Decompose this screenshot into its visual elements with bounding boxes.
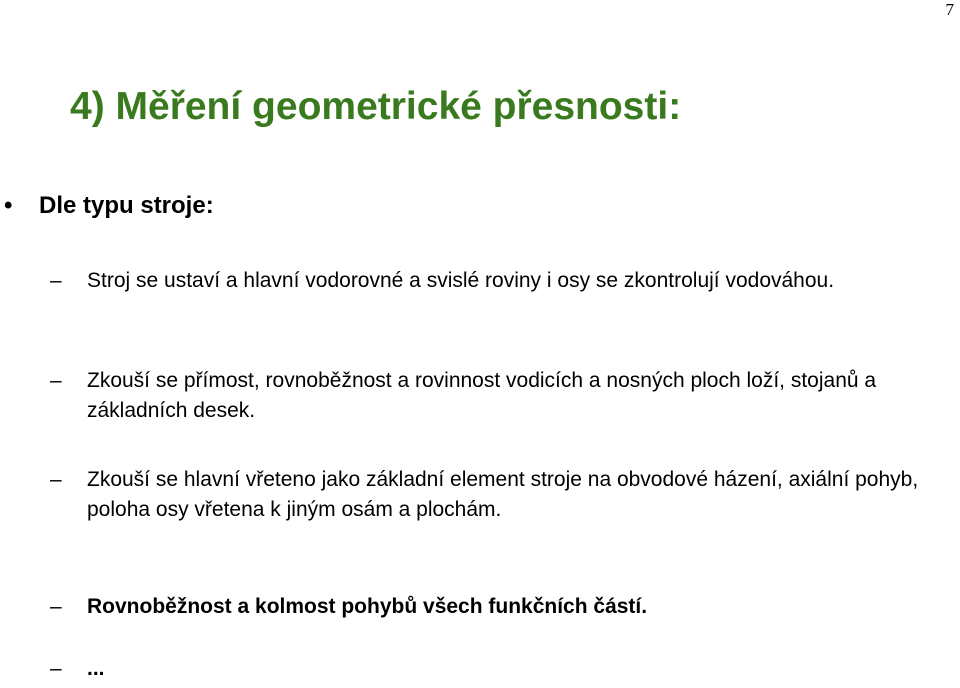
list-item-text: ... bbox=[87, 657, 105, 680]
bullet-icon: • bbox=[4, 192, 13, 219]
list-item bbox=[50, 654, 930, 684]
list-item bbox=[50, 266, 930, 296]
page-number: 7 bbox=[945, 0, 954, 19]
dash-icon: – bbox=[50, 595, 62, 618]
list-item bbox=[50, 465, 930, 525]
page-title: 4) Měření geometrické přesnosti: bbox=[70, 85, 682, 128]
dash-icon: – bbox=[50, 468, 62, 491]
bullet-label: Dle typu stroje: bbox=[39, 192, 214, 219]
list-item bbox=[50, 366, 930, 426]
dash-icon: – bbox=[50, 369, 62, 392]
bullet-item bbox=[4, 190, 214, 222]
dash-icon: – bbox=[50, 269, 62, 292]
list-item-text: Stroj se ustaví a hlavní vodorovné a svislé roviny i osy se zkontrolují vodováhou. bbox=[87, 269, 835, 292]
list-item-text: Zkouší se přímost, rovnoběžnost a rovinnost vodicích a nosných ploch loží, stojanů a základních desek. bbox=[87, 369, 877, 422]
list-item-text: Rovnoběžnost a kolmost pohybů všech funkčních částí. bbox=[87, 595, 648, 618]
dash-icon: – bbox=[50, 657, 62, 680]
list-item-text: Zkouší se hlavní vřeteno jako základní element stroje na obvodové házení, axiální pohyb, poloha osy vřetena k jiným osám a plochám. bbox=[87, 468, 919, 521]
list-item bbox=[50, 592, 930, 622]
